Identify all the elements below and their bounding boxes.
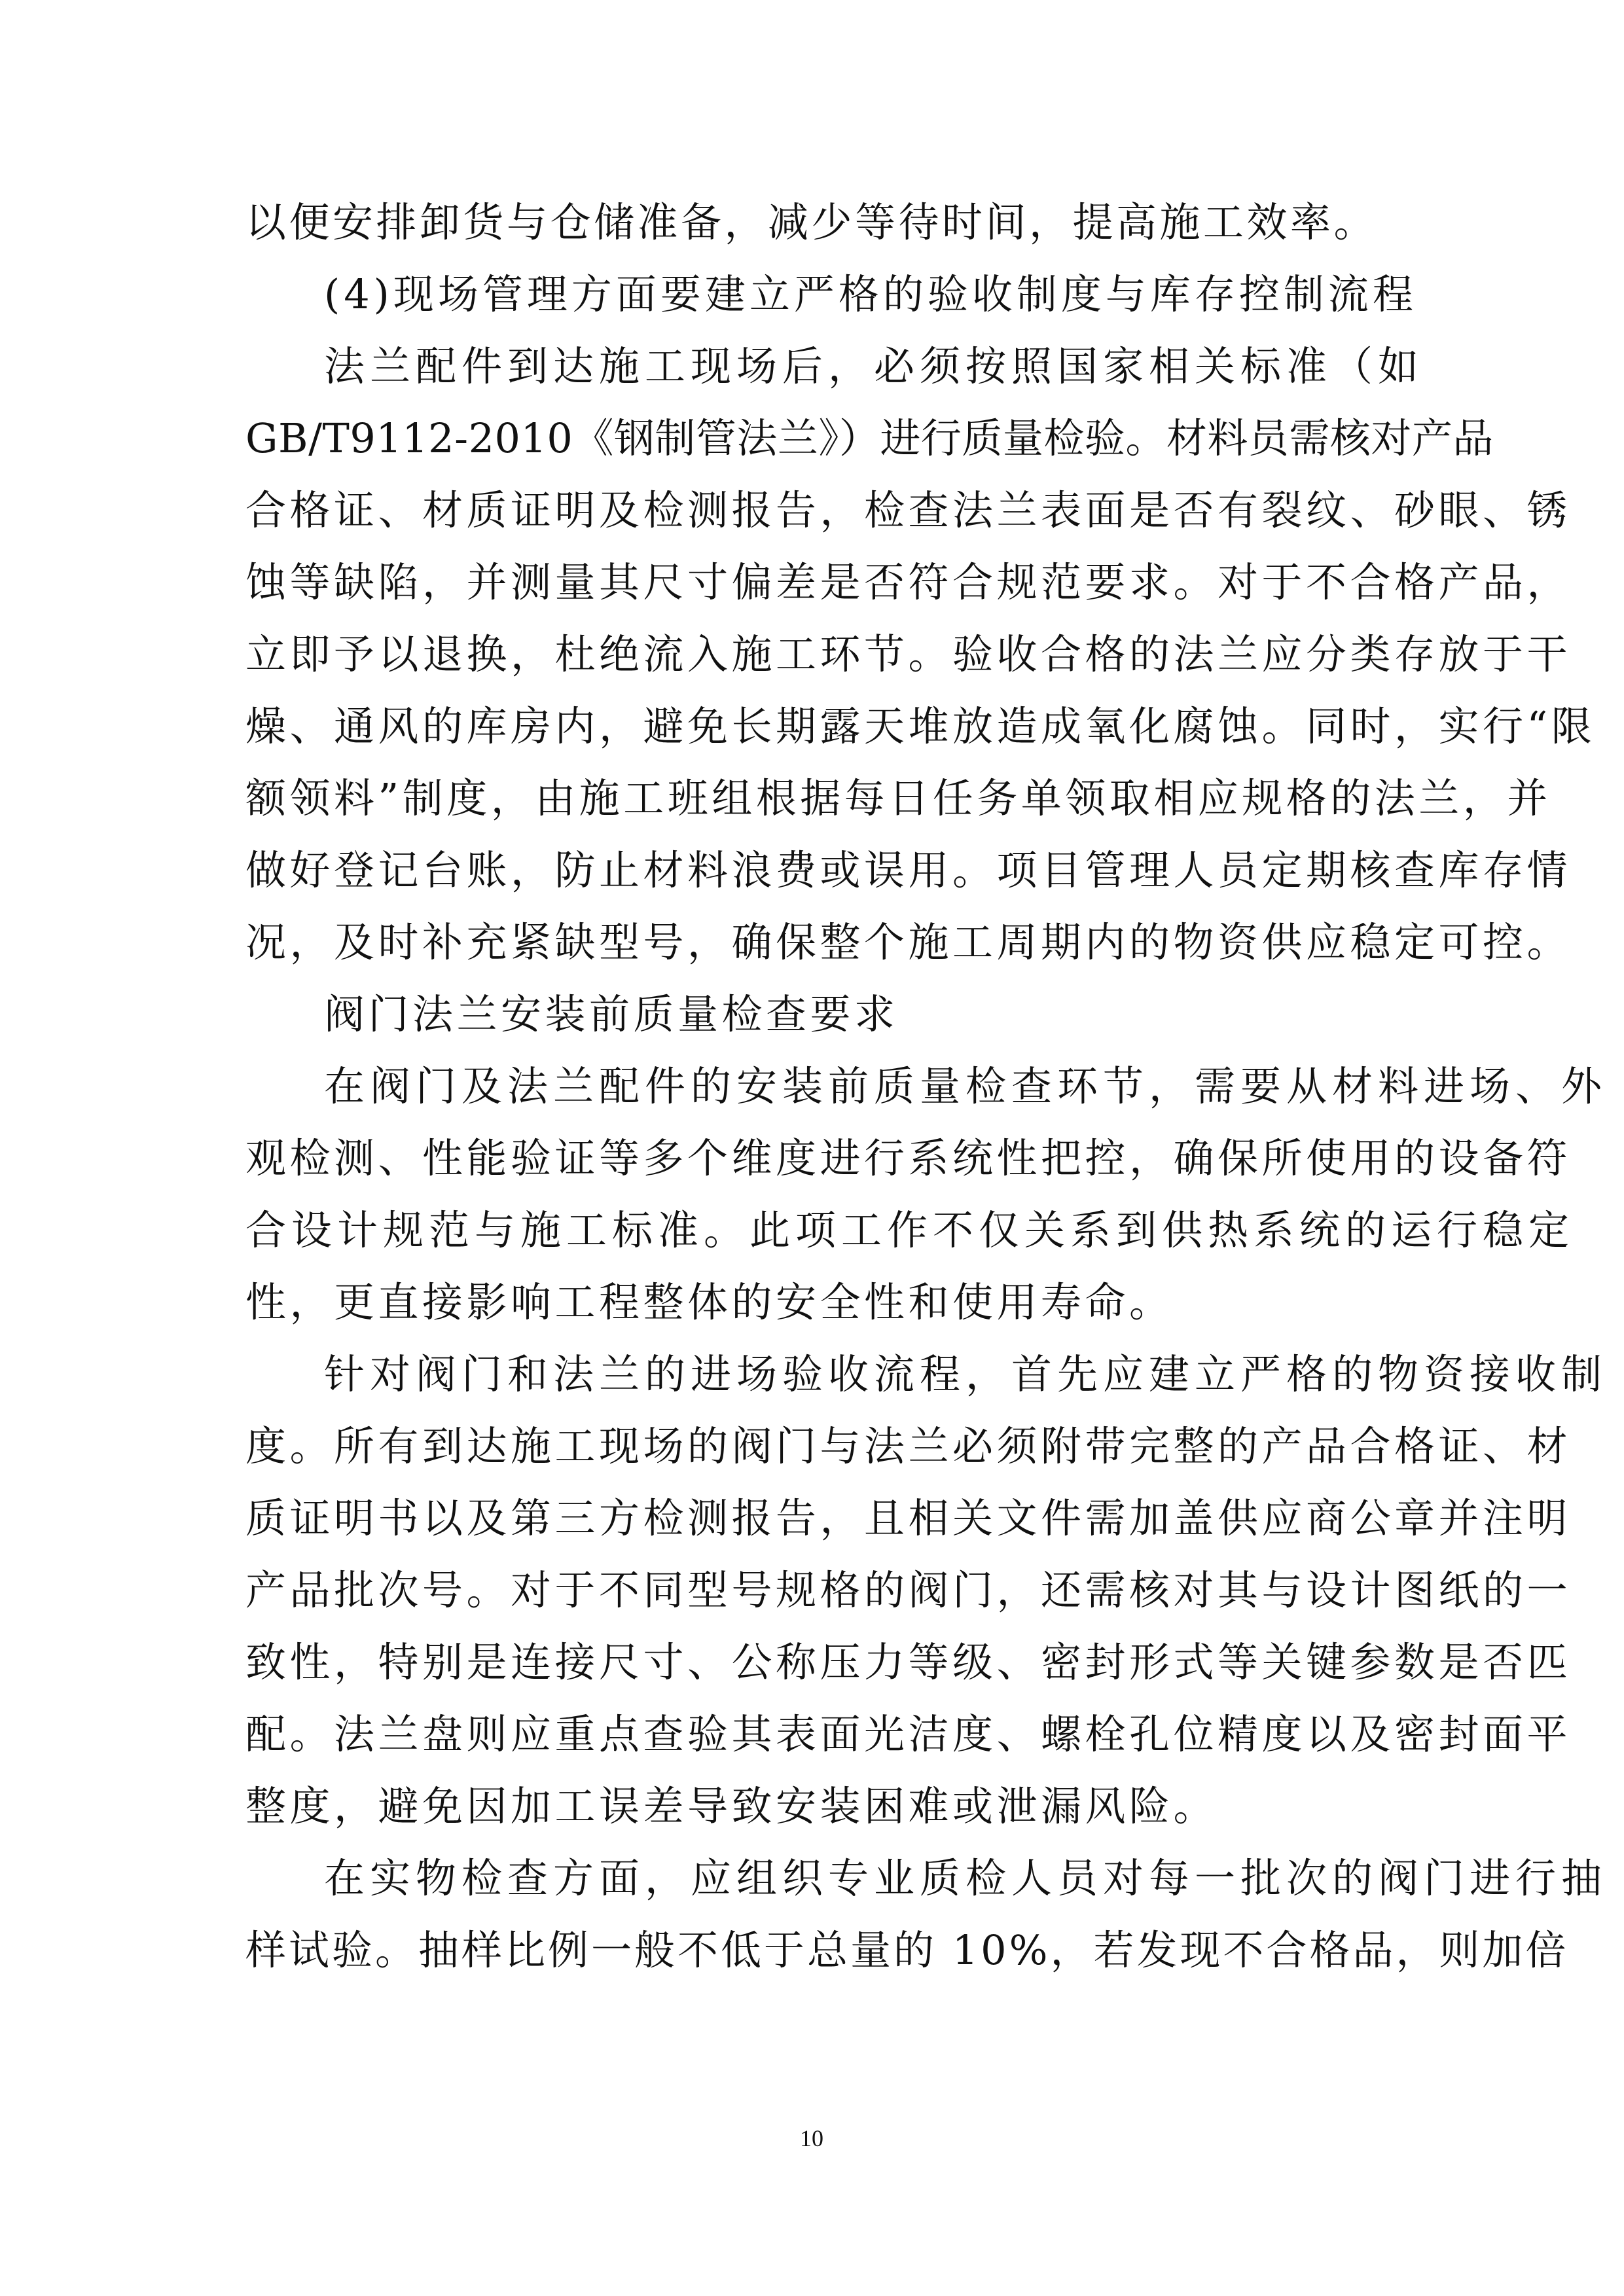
body-line: 在阀门及法兰配件的安装前质量检查环节，需要从材料进场、外	[324, 1062, 1608, 1110]
body-line: 额领料”制度，由施工班组根据每日任务单领取相应规格的法兰，并	[245, 774, 1551, 822]
page-number: 10	[800, 2125, 823, 2151]
body-line: 样试验。抽样比例一般不低于总量的 10%，若发现不合格品，则加倍	[245, 1926, 1569, 1974]
body-line: 以便安排卸货与仓储准备，减少等待时间，提高施工效率。	[245, 198, 1378, 246]
body-line: 观检测、性能验证等多个维度进行系统性把控，确保所使用的设备符	[245, 1134, 1572, 1182]
body-line: 做好登记台账，防止材料浪费或误用。项目管理人员定期核查库存情	[245, 846, 1572, 894]
body-line: 性，更直接影响工程整体的安全性和使用寿命。	[245, 1278, 1174, 1326]
subheading-line: 阀门法兰安装前质量检查要求	[324, 990, 899, 1038]
body-line: 合格证、材质证明及检测报告，检查法兰表面是否有裂纹、砂眼、锈	[245, 486, 1572, 534]
body-line: 质证明书以及第三方检测报告，且相关文件需加盖供应商公章并注明	[245, 1494, 1572, 1542]
body-line: 整度，避免因加工误差导致安装困难或泄漏风险。	[245, 1782, 1218, 1830]
body-line: 蚀等缺陷，并测量其尺寸偏差是否符合规范要求。对于不合格产品，	[245, 558, 1572, 606]
body-line: 产品批次号。对于不同型号规格的阀门，还需核对其与设计图纸的一	[245, 1566, 1572, 1614]
body-line: 度。所有到达施工现场的阀门与法兰必须附带完整的产品合格证、材	[245, 1422, 1572, 1470]
body-line: 况，及时补充紧缺型号，确保整个施工周期内的物资供应稳定可控。	[245, 918, 1572, 966]
body-line: 致性，特别是连接尺寸、公称压力等级、密封形式等关键参数是否匹	[245, 1638, 1572, 1686]
body-line: 配。法兰盘则应重点查验其表面光洁度、螺栓孔位精度以及密封面平	[245, 1710, 1572, 1758]
body-line: 法兰配件到达施工现场后，必须按照国家相关标准（如	[324, 342, 1424, 390]
section-heading-line: (4)现场管理方面要建立严格的验收制度与库存控制流程	[324, 270, 1417, 318]
body-line: 燥、通风的库房内，避免长期露天堆放造成氧化腐蚀。同时，实行“限	[245, 702, 1596, 750]
body-line: GB/T9112-2010《钢制管法兰》）进行质量检验。材料员需核对产品	[245, 414, 1494, 462]
body-line: 针对阀门和法兰的进场验收流程，首先应建立严格的物资接收制	[324, 1350, 1608, 1398]
body-line: 合设计规范与施工标准。此项工作不仅关系到供热系统的运行稳定	[245, 1206, 1575, 1254]
body-line: 在实物检查方面，应组织专业质检人员对每一批次的阀门进行抽	[324, 1854, 1608, 1902]
body-line: 立即予以退换，杜绝流入施工环节。验收合格的法兰应分类存放于干	[245, 630, 1572, 678]
